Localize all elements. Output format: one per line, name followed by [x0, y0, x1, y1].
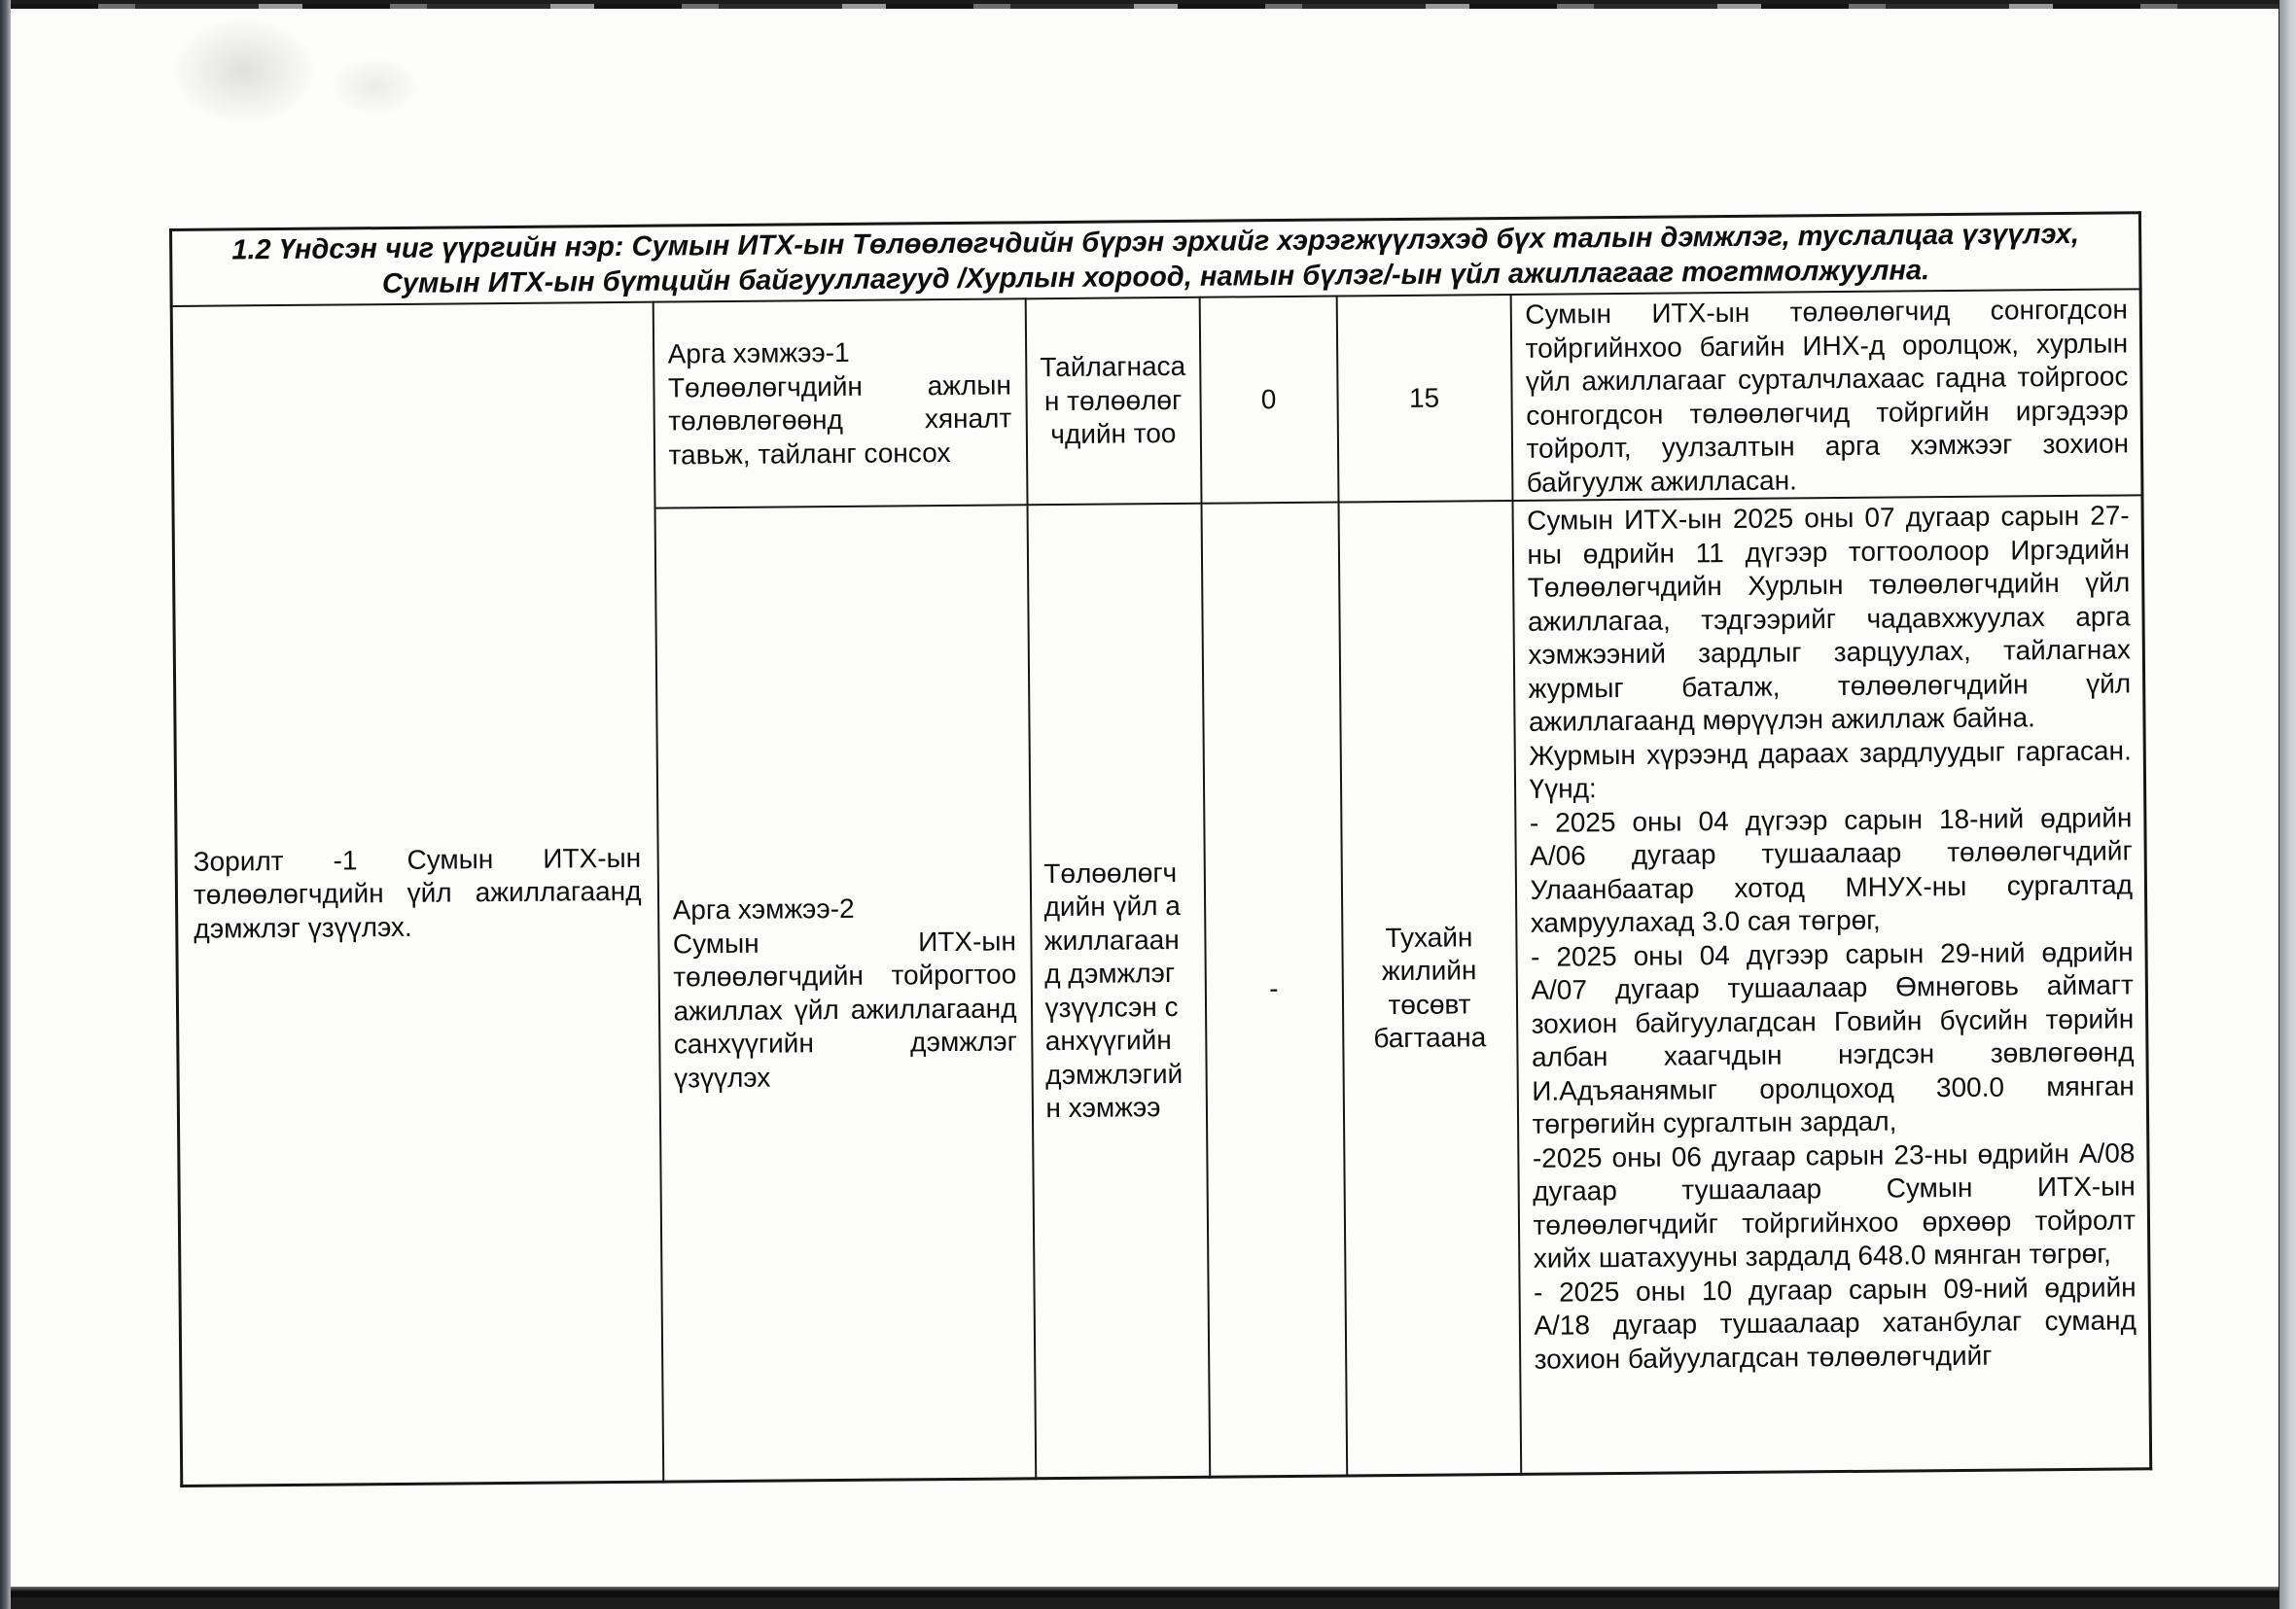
activity-2-cell: Арга хэмжээ-2 Сумын ИТХ-ын төлөөлөгчдийн тойрогтоо ажиллах үйл ажиллагаанд санхүүгийн дэмжлэг үзүүлэх [654, 505, 1036, 1482]
goal-cell: Зорилт -1 Сумын ИТХ-ын төлөөлөгчдийн үйл ажиллагаанд дэмжлэг үзүүлэх. [171, 302, 663, 1487]
scan-smudge [332, 57, 419, 116]
baseline-2-cell: - [1201, 503, 1347, 1478]
scan-artifact-left-edge [0, 0, 11, 1609]
report-table-container [169, 211, 2152, 1487]
indicator-1-cell: Тайлагнасан төлөөлөгчдийн тоо [1025, 297, 1201, 506]
baseline-1-cell: 0 [1199, 297, 1338, 504]
scan-smudge [171, 17, 317, 124]
table-row [171, 289, 2142, 512]
scan-artifact-right-edge [2279, 0, 2296, 1609]
result-2-cell: Сумын ИТХ-ын 2025 оны 07 дугаар сарын 27-ны өдрийн 11 дүгээр тогтоолоор Иргэдийн Төлөөлөгчдийн Хурлын төлөөлөгчдийн үйл ажиллагаа, тэдгээрийг чадавхжуулах арга хэмжээний зардлыг зарцуулах, тайлагнах журмыг баталж, төлөөлөгчдийн үйл ажиллагаанд мөрүүлэн ажиллаж байна. Журмын хүрээнд дараах зардлуудыг гаргасан. Үүнд: - 2025 оны 04 дүгээр сарын 18-ний өдрийн А/06 дугаар тушаалаар төлөөлөгчдийг Улаанбаатар хотод МНУХ-ны сургалтад хамруулахад 3.0 сая төгрөг, - 2025 оны 04 дүгээр сарын 29-ний өдрийн А/07 дугаар тушаалаар Өмнөговь аймагт зохион байгуулагдсан Говийн бүсийн төрийн албан хаагчдын нэгдсэн зөвлөгөөнд И.Адъяанямыг оролцоход 300.0 мянган төгрөгийн сургалтын зардал, -2025 оны 06 дугаар сарын 23-ны өдрийн А/08 дугаар тушаалаар Сумын ИТХ-ын төлөөлөгчдийг тойргийнхоо өрхөөр тойролт хийх шатахууны зардалд 648.0 мянган төгрөг, - 2025 оны 10 дугаар сарын 09-ний өдрийн А/18 дугаар тушаалаар хатанбулаг суманд зохион байуулагдсан төлөөлөгчдийг [1512, 495, 2151, 1474]
scanned-page [11, 4, 2278, 1597]
scan-artifact-top-edge [11, 4, 2278, 9]
indicator-2-cell: Төлөөлөгчдийн үйл ажиллагаанд дэмжлэг үзүүлсэн санхүүгийн дэмжлэгийн хэмжээ [1027, 504, 1210, 1479]
result-1-cell: Сумын ИТХ-ын төлөөлөгчид сонгогдсон тойргийнхоо багийн ИНХ-д оролцож, хурлын үйл ажиллагааг сурталчлахаас гадна тойргоос сонгогдсон төлөөлөгчид тойргийн иргэдээр тойролт, уулзалтын арга хэмжээг зохион байгуулж ажилласан. [1510, 289, 2142, 501]
activity-1-cell: Арга хэмжээ-1 Төлөөлөгчдийн ажлын төлөвлөгөөнд хяналт тавьж, тайланг сонсох [653, 298, 1027, 507]
scan-artifact-bottom-edge [11, 1587, 2278, 1597]
performance-report-table [169, 211, 2152, 1487]
target-1-cell: 15 [1336, 295, 1512, 503]
section-header: 1.2 Үндсэн чиг үүргийн нэр: Сумын ИТХ-ын Төлөөлөгчдийн бүрэн эрхийг хэрэгжүүлэхэд бүх талын дэмжлэг, туслалцаа үзүүлэх, Сумын ИТХ-ын бүтцийн байгууллагууд /Хурлын хороод, намын бүлэг/-ын үйл ажиллагааг тогтмолжуулна. [171, 213, 2141, 306]
target-2-cell: Тухайн жилийн төсөвт багтаана [1338, 501, 1521, 1476]
